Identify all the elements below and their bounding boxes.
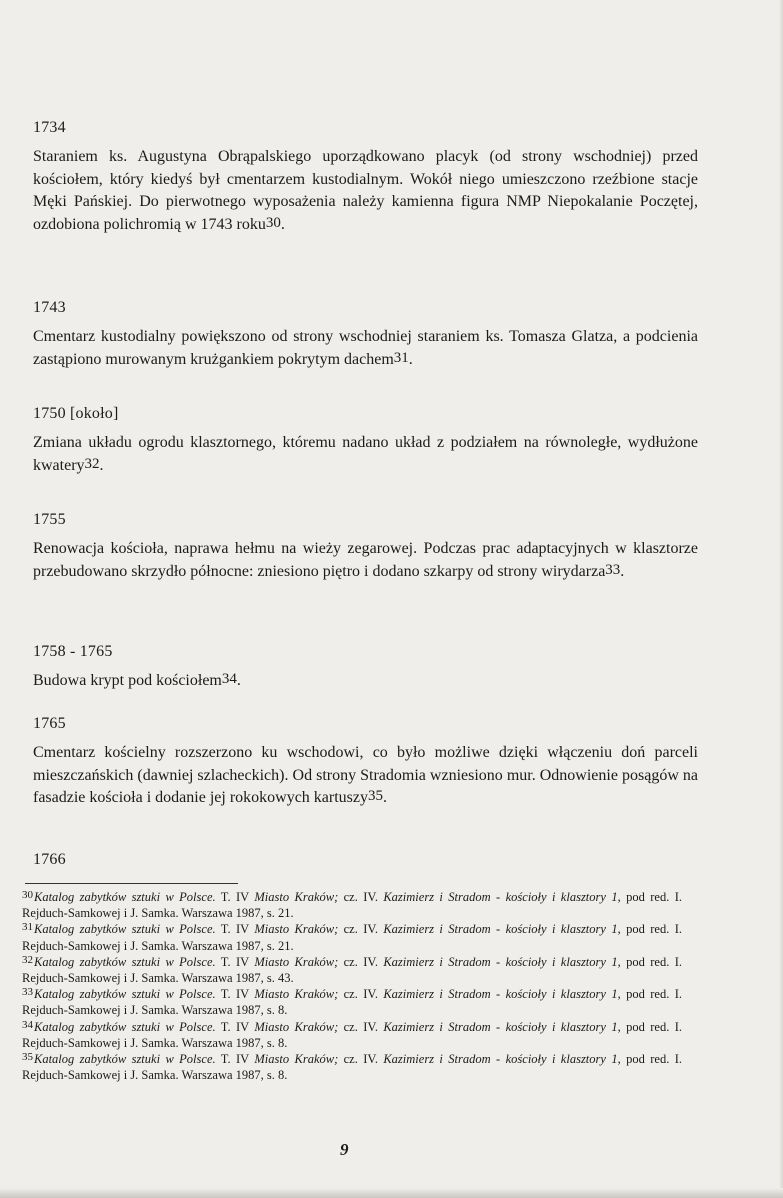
footnote-part: cz. IV. [338, 890, 384, 904]
footnote-number: 32 [22, 953, 33, 966]
footnote-subtitle: Kazimierz i Stradom - kościoły i klasztory 1 [383, 922, 618, 937]
footnote-part: cz. IV. [338, 954, 384, 969]
entry-end: . [236, 672, 241, 689]
entry-year: 1734 [33, 119, 66, 136]
footnote-title: Katalog zabytków sztuki w Polsce. [34, 890, 216, 904]
footnote-number: 35 [22, 1051, 33, 1064]
footnote-part: cz. IV. [338, 987, 384, 1002]
entry-end: . [99, 456, 104, 474]
footnote-city: Miasto Kraków; [254, 987, 339, 1002]
footnote-part: cz. IV. [338, 922, 384, 937]
footnote-title: Katalog zabytków sztuki w Polsce. [34, 922, 216, 937]
footnote-city: Miasto Kraków; [254, 954, 339, 969]
footnote-volume: T. IV [215, 1019, 255, 1034]
footnote-number: 31 [22, 921, 33, 934]
footnote-city: Miasto Kraków; [254, 922, 339, 937]
entry-year: 1758 - 1765 [33, 643, 113, 660]
footnote-editors: , pod red. I. Rejduch-Samkowej i J. Samka. Warszawa 1987, s. 8. [22, 987, 683, 1018]
footnote-34 [22, 1019, 682, 1051]
footnote-number: 33 [22, 986, 33, 999]
chronology-entry-1743 [33, 298, 698, 371]
footnote-33 [22, 986, 682, 1018]
scan-bottom-shadow [0, 1188, 783, 1198]
footnote-volume: T. IV [215, 890, 255, 904]
footnote-title: Katalog zabytków sztuki w Polsce. [34, 1052, 216, 1067]
footnote-volume: T. IV [215, 987, 255, 1002]
entry-text [33, 742, 698, 810]
chronology-entry-1765 [33, 714, 698, 810]
footnote-title: Katalog zabytków sztuki w Polsce. [34, 987, 216, 1002]
entry-year: 1750 [około] [33, 405, 119, 422]
entry-year: 1765 [33, 715, 66, 732]
footnote-number: 34 [22, 1018, 33, 1031]
footnote-ref: 31 [393, 349, 409, 366]
footnote-subtitle: Kazimierz i Stradom - kościoły i klasztory 1 [383, 954, 618, 969]
entry-year: 1766 [33, 851, 66, 868]
footnote-ref: 32 [84, 455, 100, 472]
entry-text [33, 326, 698, 371]
footnotes-section [22, 889, 682, 1083]
chronology-entry-1758-1765 [33, 642, 698, 693]
entry-text [33, 146, 698, 236]
footnote-city: Miasto Kraków; [254, 1052, 339, 1067]
footnote-title: Katalog zabytków sztuki w Polsce. [34, 954, 216, 969]
footnote-ref: 33 [605, 561, 621, 578]
chronology-entry-1750 [33, 404, 698, 477]
entry-end: . [280, 215, 285, 233]
entry-body: Cmentarz kustodialny powiększono od strony wschodniej staraniem ks. Tomasza Glatza, a podcienia zastąpiono murowanym krużgankiem pokrytym dachem [33, 328, 698, 368]
footnote-35 [22, 1051, 682, 1083]
footnote-city: Miasto Kraków; [254, 890, 339, 904]
page-number: 9 [340, 1140, 349, 1159]
footnote-volume: T. IV [215, 1052, 255, 1067]
footnote-part: cz. IV. [338, 1019, 384, 1034]
chronology-entry-1734 [33, 118, 698, 236]
chronology-entry-1755 [33, 510, 698, 583]
footnote-subtitle: Kazimierz i Stradom - kościoły i klasztory 1 [383, 1019, 618, 1034]
entry-body: Cmentarz kościelny rozszerzono ku wschodowi, co było możliwe dzięki włączeniu doń parceli mieszczańskich (dawniej szlacheckich). Od strony Stradomia wzniesiono mur. Odnowienie posągów na fasadzie kościoła i dodanie jej rokokowych kartuszy [33, 744, 698, 806]
footnote-32 [22, 954, 682, 986]
entry-text [33, 538, 698, 583]
entry-body: Budowa krypt pod kościołem [33, 672, 222, 689]
entry-end: . [408, 350, 413, 368]
footnote-editors: , pod red. I. Rejduch-Samkowej i J. Samka. Warszawa 1987, s. 21. [22, 890, 683, 921]
footnote-30 [22, 889, 682, 921]
footnote-number: 30 [22, 889, 33, 901]
entry-end: . [383, 789, 387, 806]
footnote-title: Katalog zabytków sztuki w Polsce. [34, 1019, 216, 1034]
entry-text [33, 670, 698, 693]
entry-body: Renowacja kościoła, naprawa hełmu na wieży zegarowej. Podczas prac adaptacyjnych w klasztorze przebudowano skrzydło północne: zniesiono piętro i dodano szkarpy od strony wirydarza [33, 540, 698, 580]
footnote-31 [22, 921, 682, 953]
scan-edge-shadow [779, 0, 783, 1198]
footnote-editors: , pod red. I. Rejduch-Samkowej i J. Samka. Warszawa 1987, s. 8. [22, 1019, 683, 1050]
footnote-subtitle: Kazimierz i Stradom - kościoły i klasztory 1 [383, 1052, 618, 1067]
footnote-ref: 30 [265, 214, 281, 231]
footnote-part: cz. IV. [338, 1052, 384, 1067]
footnote-volume: T. IV [215, 954, 255, 969]
entry-body: Zmiana układu ogrodu klasztornego, któremu nadano układ z podziałem na równoległe, wydłużone kwatery [33, 434, 698, 474]
footnote-city: Miasto Kraków; [254, 1019, 339, 1034]
entry-year: 1743 [33, 299, 66, 316]
footnote-subtitle: Kazimierz i Stradom - kościoły i klasztory 1 [383, 890, 618, 904]
footnote-ref: 34 [221, 671, 237, 687]
chronology-entry-1766 [33, 850, 698, 878]
footnote-editors: , pod red. I. Rejduch-Samkowej i J. Samka. Warszawa 1987, s. 8. [22, 1052, 683, 1083]
footnote-editors: , pod red. I. Rejduch-Samkowej i J. Samka. Warszawa 1987, s. 21. [22, 922, 683, 953]
footnote-volume: T. IV [215, 922, 255, 937]
footnote-separator [25, 883, 238, 884]
entry-end: . [620, 562, 625, 580]
entry-year: 1755 [33, 511, 66, 528]
footnote-ref: 35 [368, 788, 383, 804]
entry-body: Staraniem ks. Augustyna Obrąpalskiego uporządkowano placyk (od strony wschodniej) przed kościołem, który kiedyś był cmentarzem kustodialnym. Wokół niego umieszczono rzeźbione stacje Męki Pańskiej. Do pierwotnego wyposażenia należy kamienna figura NMP Niepokalanie Poczętej, ozdobiona polichromią w 1743 roku [33, 148, 698, 233]
footnote-editors: , pod red. I. Rejduch-Samkowej i J. Samka. Warszawa 1987, s. 43. [22, 954, 683, 986]
footnote-subtitle: Kazimierz i Stradom - kościoły i klasztory 1 [383, 987, 618, 1002]
entry-text [33, 432, 698, 477]
